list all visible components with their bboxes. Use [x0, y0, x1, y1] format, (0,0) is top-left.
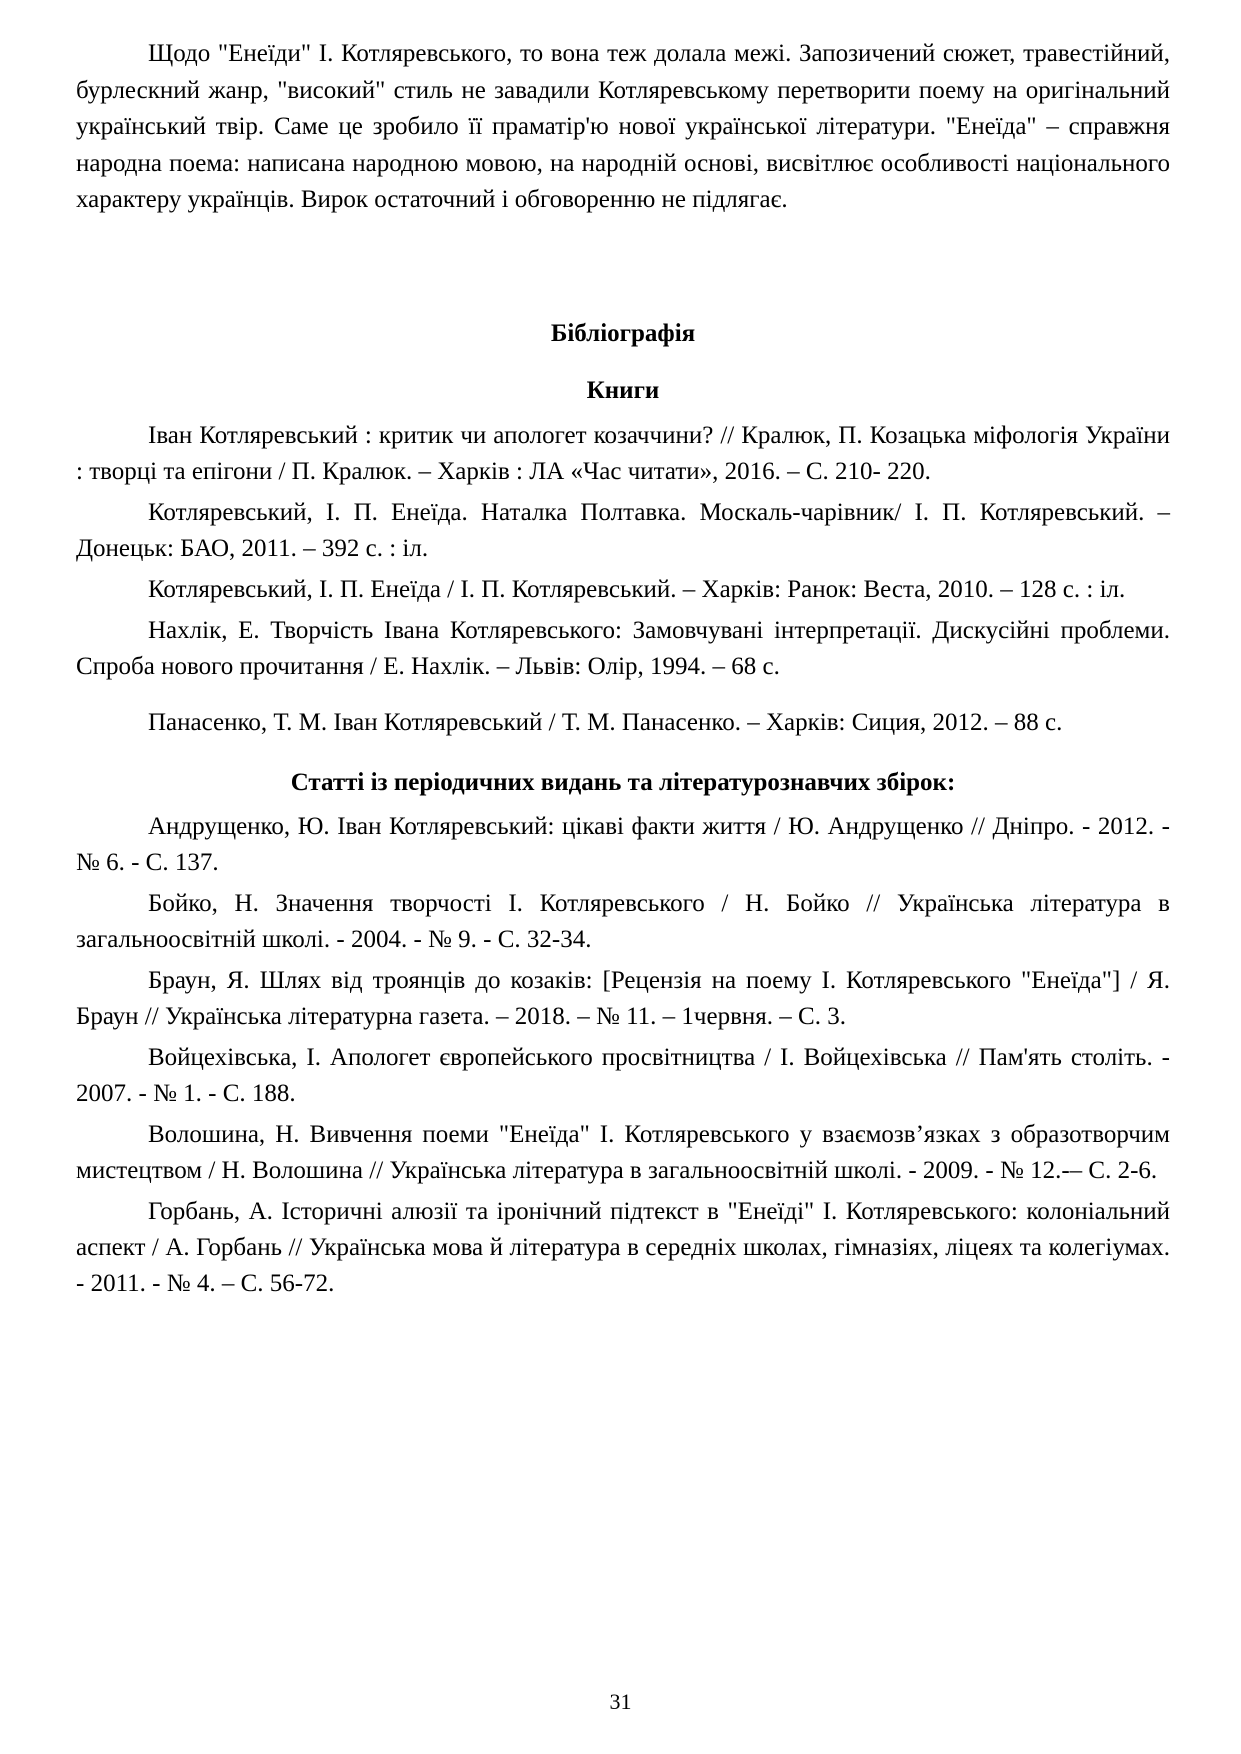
page-number: 31	[609, 1689, 632, 1714]
book-entry: Нахлік, Е. Творчість Івана Котляревського: Замовчувані інтерпретації. Дискусійні проблеми. Спроба нового прочитання / Е. Нахлік. – Львів: Олір, 1994. – 68 с.	[76, 616, 1170, 680]
bibliography-title: Бібліографія	[550, 319, 696, 347]
book-entry: Котляревський, І. П. Енеїда. Наталка Полтавка. Москаль-чарівник/ І. П. Котляревський. – Донецьк: БАО, 2011. – 392 с. : іл.	[76, 498, 1170, 562]
books-list	[76, 418, 1170, 741]
article-entry: Войцехівська, І. Апологет європейського просвітництва / І. Войцехівська // Пам'ять століть. - 2007. - № 1. - С. 188.	[76, 1043, 1170, 1107]
article-entry: Андрущенко, Ю. Іван Котляревський: цікаві факти життя / Ю. Андрущенко // Дніпро. - 2012. - № 6. - С. 137.	[76, 812, 1170, 876]
articles-heading: Статті із періодичних видань та літературознавчих збірок:	[290, 768, 956, 796]
article-entry: Браун, Я. Шлях від троянців до козаків: [Рецензія на поему І. Котляревського "Енеїда"] / Я. Браун // Українська літературна газета. – 2018. – № 11. – 1червня. – С. 3.	[76, 966, 1170, 1030]
article-entry: Горбань, А. Історичні алюзії та іронічний підтекст в "Енеїді" І. Котляревського: колоніальний аспект / А. Горбань // Українська мова й література в середніх школах, гімназіях, ліцеях та колегіумах. - 2011. - № 4. – С. 56-72.	[76, 1197, 1170, 1297]
books-heading: Книги	[586, 376, 660, 404]
articles-list	[76, 809, 1170, 1302]
book-entry: Іван Котляревський : критик чи апологет козаччини? // Кралюк, П. Козацька міфологія України : творці та епігони / П. Кралюк. – Харків : ЛА «Час читати», 2016. – С. 210- 220.	[76, 421, 1170, 485]
article-entry: Волошина, Н. Вивчення поеми "Енеїда" І. Котляревського у взаємозв’язках з образотворчим мистецтвом / Н. Волошина // Українська література в загальноосвітній школі. - 2009. - № 12.-– С. 2-6.	[76, 1120, 1170, 1184]
document-page	[76, 36, 1170, 1307]
article-entry: Бойко, Н. Значення творчості І. Котляревського / Н. Бойко // Українська література в загальноосвітній школі. - 2004. - № 9. - С. 32-34.	[76, 889, 1170, 953]
intro-section	[76, 36, 1170, 219]
book-entry: Панасенко, Т. М. Іван Котляревський / Т. М. Панасенко. – Харків: Сиция, 2012. – 88 с.	[148, 708, 1063, 736]
book-entry: Котляревський, І. П. Енеїда / І. П. Котляревський. – Харків: Ранок: Веста, 2010. – 128 с. : іл.	[148, 575, 1126, 603]
intro-paragraph: Щодо "Енеїди" І. Котляревського, то вона теж долала межі. Запозичений сюжет, травестійний, бурлескний жанр, "високий" стиль не завадили Котляревському перетворити поему на оригінальний український твір. Саме це зробило її праматір'ю нової української літератури. "Енеїда" – справжня народна поема: написана народною мовою, на народній основі, висвітлює особливості національного характеру українців. Вирок остаточний і обговоренню не підлягає.	[76, 40, 1170, 213]
